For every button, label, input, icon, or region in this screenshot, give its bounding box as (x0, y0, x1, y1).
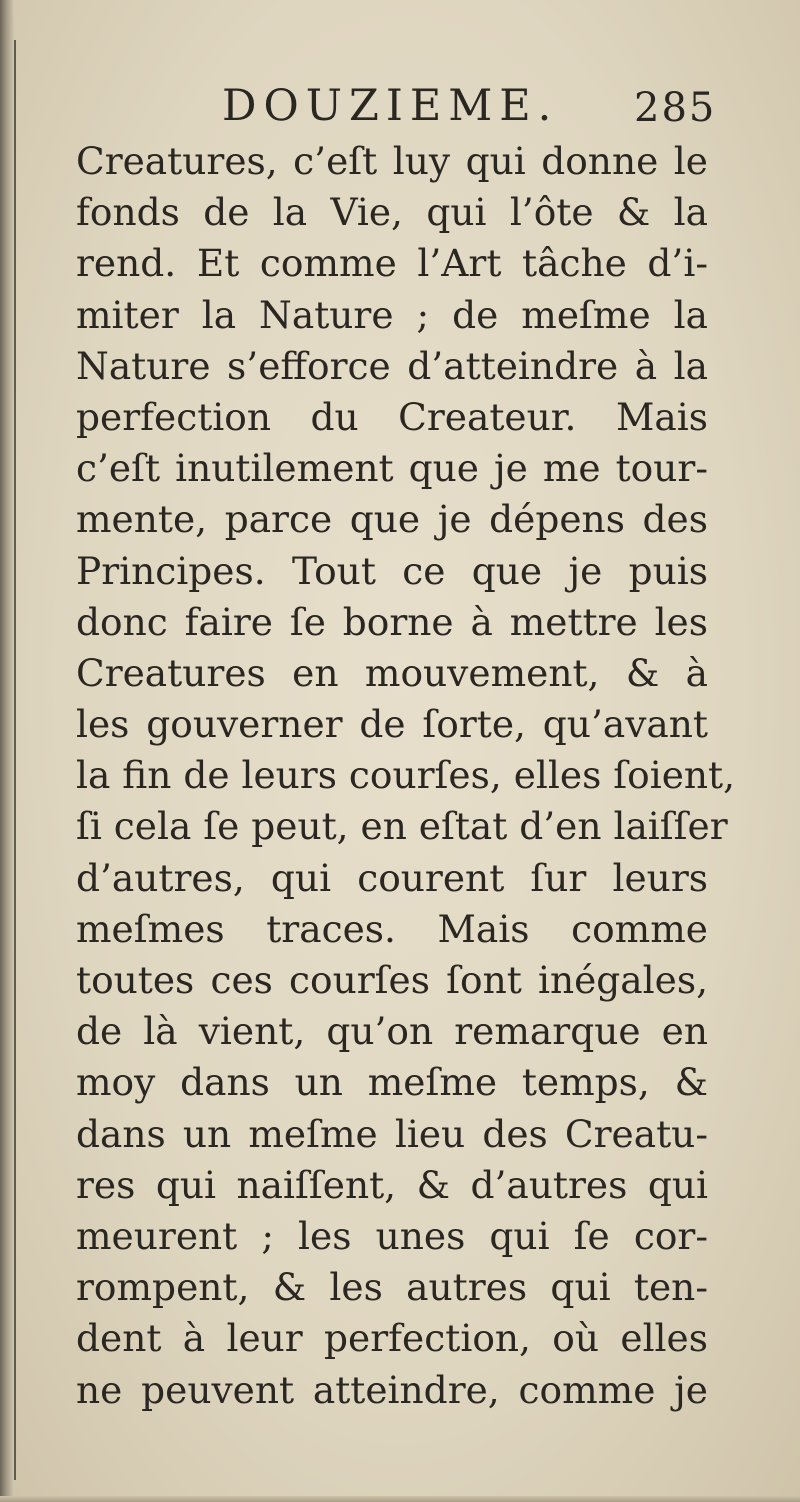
body-text (76, 136, 736, 1416)
text-line: ſi cela ſe peut, en eſtat d’en laiſſer (76, 804, 728, 849)
text-line: dans un meſme lieu des Creatu- (76, 1111, 708, 1156)
text-line: d’autres, qui courent ſur leurs (76, 855, 708, 900)
text-line: Creatures, c’eſt luy qui donne le (76, 139, 708, 183)
text-line: ne peuvent atteindre, comme je (76, 1367, 708, 1412)
text-line: dent à leur perfection, où elles (76, 1316, 708, 1361)
text-line: Nature s’efforce d’atteindre à la (76, 343, 708, 388)
text-line: les gouverner de ſorte, qu’avant (76, 702, 708, 747)
page-header (0, 78, 800, 138)
text-line: meurent ; les unes qui ſe cor- (76, 1213, 708, 1258)
page-gutter-line (14, 40, 16, 1480)
text-line: moy dans un meſme temps, & (76, 1060, 708, 1105)
text-line: toutes ces courſes ſont inégales, (76, 958, 708, 1002)
text-line: fonds de la Vie, qui l’ôte & la (76, 190, 708, 235)
text-line: perfection du Createur. Mais (76, 394, 708, 439)
text-line: donc faire ſe borne à mettre les (76, 599, 708, 644)
text-line: mente, parce que je dépens des (76, 497, 708, 542)
text-line: rend. Et comme l’Art tâche d’i- (76, 241, 708, 286)
running-head: DOUZIEME. (222, 81, 559, 131)
text-line: rompent, & les autres qui ten- (76, 1265, 708, 1310)
page-binding-edge (0, 0, 14, 1502)
text-line: de là vient, qu’on remarque en (76, 1009, 708, 1054)
text-line: miter la Nature ; de meſme la (76, 292, 708, 337)
page-bottom-edge (0, 1496, 800, 1502)
text-line: c’eſt inutilement que je me tour- (76, 446, 708, 491)
text-line: meſmes traces. Mais comme (76, 906, 708, 951)
page-number: 285 (634, 85, 717, 131)
text-line: la fin de leurs courſes, elles ſoient, (76, 753, 736, 798)
text-line: res qui naiſſent, & d’autres qui (76, 1162, 708, 1207)
text-line: Creatures en mouvement, & à (76, 650, 708, 695)
text-line: Principes. Tout ce que je puis (76, 548, 708, 593)
